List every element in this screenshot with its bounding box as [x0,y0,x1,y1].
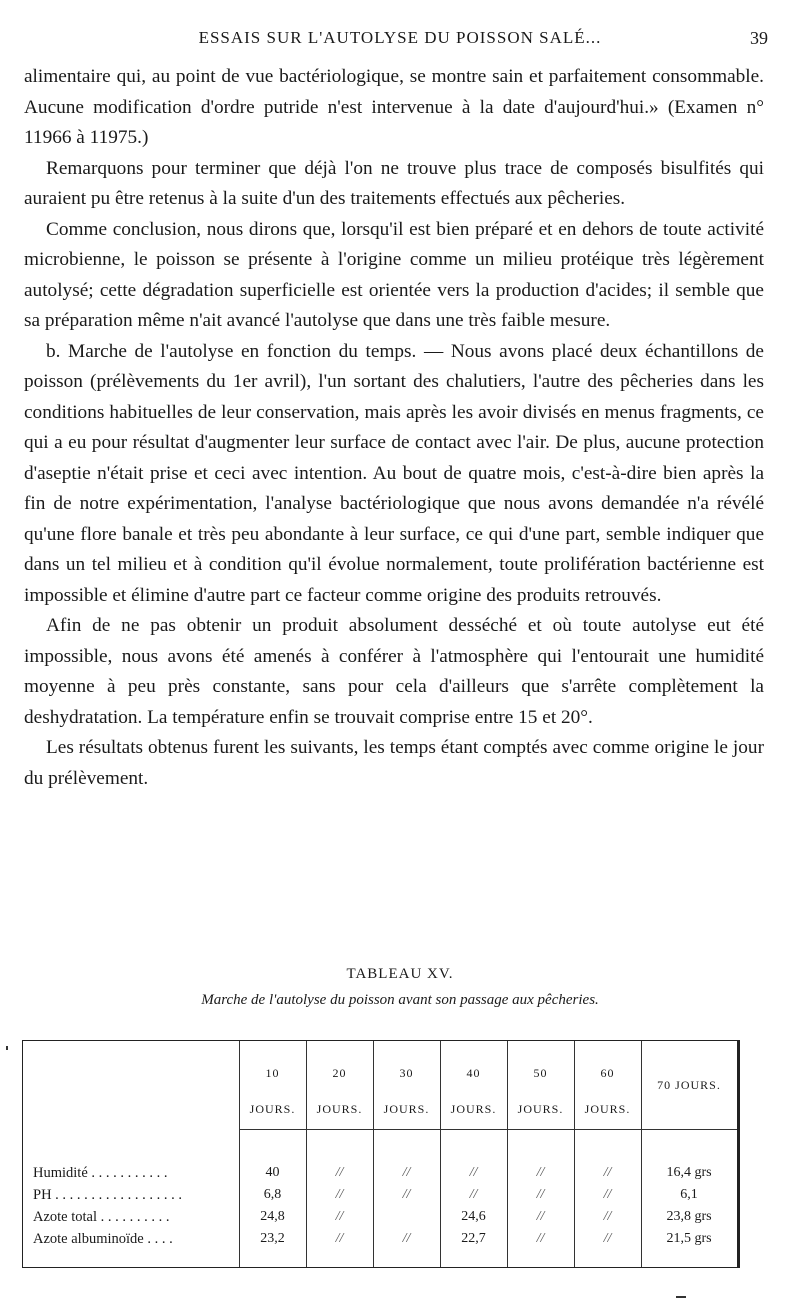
data-table [22,1040,740,1268]
column-header [440,1055,507,1127]
column-header [641,1067,737,1103]
table-cell: // [603,1165,612,1180]
bottom-mark [676,1296,686,1298]
paragraph: Les résultats obtenus furent les suivants, les temps étant comptés avec comme origine le jour du prélèvement. [24,737,764,789]
paragraph: Remarquons pour terminer que déjà l'on ne trouve plus trace de composés bisulfités qui auraient pu être retenus à la suite d'un des traitements effectués aux pêcheries. [24,157,764,209]
column-header [306,1055,373,1127]
column-unit: JOURS. [450,1102,497,1116]
table-cell: 24,6 [461,1209,486,1224]
column-header [239,1055,306,1127]
column-unit: JOURS. [584,1102,631,1116]
page-number: 39 [750,28,768,48]
table-cell: // [536,1231,545,1246]
paragraph: b. Marche de l'autolyse en fonction du temps. — Nous avons placé deux échantillons de poisson (prélèvements du 1er avril), l'un sortant des chalutiers, l'autre des pêcheries dans les conditions habituelles de leur conservation, mais après les avoir divisés en menus fragments, ce qui a eu pour résultat d'augmenter leur surface de contact avec l'air. De plus, aucune protection d'aseptie n'était prise et ceci avec intention. Au bout de quatre mois, c'est-à-dire bien après la fin de notre expérimentation, l'analyse bactériologique que nous avons demandée n'a révélé qu'une flore banale et très peu abondante à leur surface, ce qui d'une part, semble indiquer que dans un tel milieu et à condition qu'il évolue normalement, toute prolifération bactérienne est impossible et élimine d'autre part ce facteur comme origine des produits retrouvés. [24,340,764,606]
column-unit: JOURS. [383,1102,430,1116]
paragraph: Afin de ne pas obtenir un produit absolument desséché et où toute autolyse eut été impossible, nous avons été amenés à conférer à l'atmosphère qui l'entourait une humidité moyenne à peu près constante, sans pour cela d'ailleurs que s'arrête complètement la deshydratation. La température enfin se trouvait comprise entre 15 et 20°. [24,615,764,728]
table-cell: // [603,1187,612,1202]
table-cell: // [536,1187,545,1202]
row-label: Humidité . . . . . . . . . . . [33,1165,168,1181]
table-cell: // [335,1165,344,1180]
table-cell: 6,1 [680,1187,698,1202]
table-cell: // [469,1165,478,1180]
column-unit: JOURS. [675,1078,721,1092]
table-cell: 40 [265,1165,280,1180]
header-rule [239,1129,737,1130]
table-cell: 24,8 [260,1209,285,1224]
paragraph: alimentaire qui, au point de vue bactériologique, se montre sain et parfaitement consommable. Aucune modification d'ordre putride n'est intervenue à la date d'aujourd'hui.» (Examen n° 11966 à 11975.) [24,66,764,148]
row-label: Azote total . . . . . . . . . . [33,1209,170,1225]
margin-mark [6,1046,8,1050]
table-cell: 22,7 [461,1231,486,1246]
column-unit: JOURS. [517,1102,564,1116]
table-cell: // [335,1187,344,1202]
table-cell: // [603,1231,612,1246]
table-cell: // [402,1165,411,1180]
table-cell: // [536,1165,545,1180]
table-cell: 6,8 [263,1187,282,1202]
table-cell: 16,4 grs [666,1165,712,1180]
table-cell: 23,2 [260,1231,285,1246]
table-cell: 21,5 grs [666,1231,712,1246]
column-header [507,1055,574,1127]
table-subtitle: Marche de l'autolyse du poisson avant son passage aux pêcheries. [201,992,599,1008]
column-unit: JOURS. [316,1102,363,1116]
table-cell: // [335,1231,344,1246]
column-days: 60 [600,1066,615,1080]
column-days: 70 [657,1078,672,1092]
column-days: 30 [399,1066,414,1080]
row-label: Azote albuminoïde . . . . [33,1231,173,1247]
table-cell: // [603,1209,612,1224]
table-cell: // [402,1187,411,1202]
column-header [574,1055,641,1127]
table-caption: TABLEAU XV. [346,966,454,982]
column-days: 10 [265,1066,280,1080]
running-title: ESSAIS SUR L'AUTOLYSE DU POISSON SALÉ... [198,28,602,47]
row-label: PH . . . . . . . . . . . . . . . . . . [33,1187,183,1203]
table-cell: // [402,1231,411,1246]
body-text [24,62,764,794]
column-header [373,1055,440,1127]
page-header [28,28,772,58]
column-unit: JOURS. [249,1102,296,1116]
table-cell: // [469,1187,478,1202]
column-days: 50 [533,1066,548,1080]
table-cell: // [536,1209,545,1224]
column-days: 20 [332,1066,347,1080]
column-days: 40 [466,1066,481,1080]
paragraph: Comme conclusion, nous dirons que, lorsqu'il est bien préparé et en dehors de toute activité microbienne, le poisson se présente à l'origine comme un milieu protéique très légèrement autolysé; cette dégradation superficielle est orientée vers la production d'acides; il semble que sa préparation même n'ait avancé l'autolyse que dans une très faible mesure. [24,218,764,331]
table-cell: 23,8 grs [666,1209,712,1224]
table-cell: // [335,1209,344,1224]
